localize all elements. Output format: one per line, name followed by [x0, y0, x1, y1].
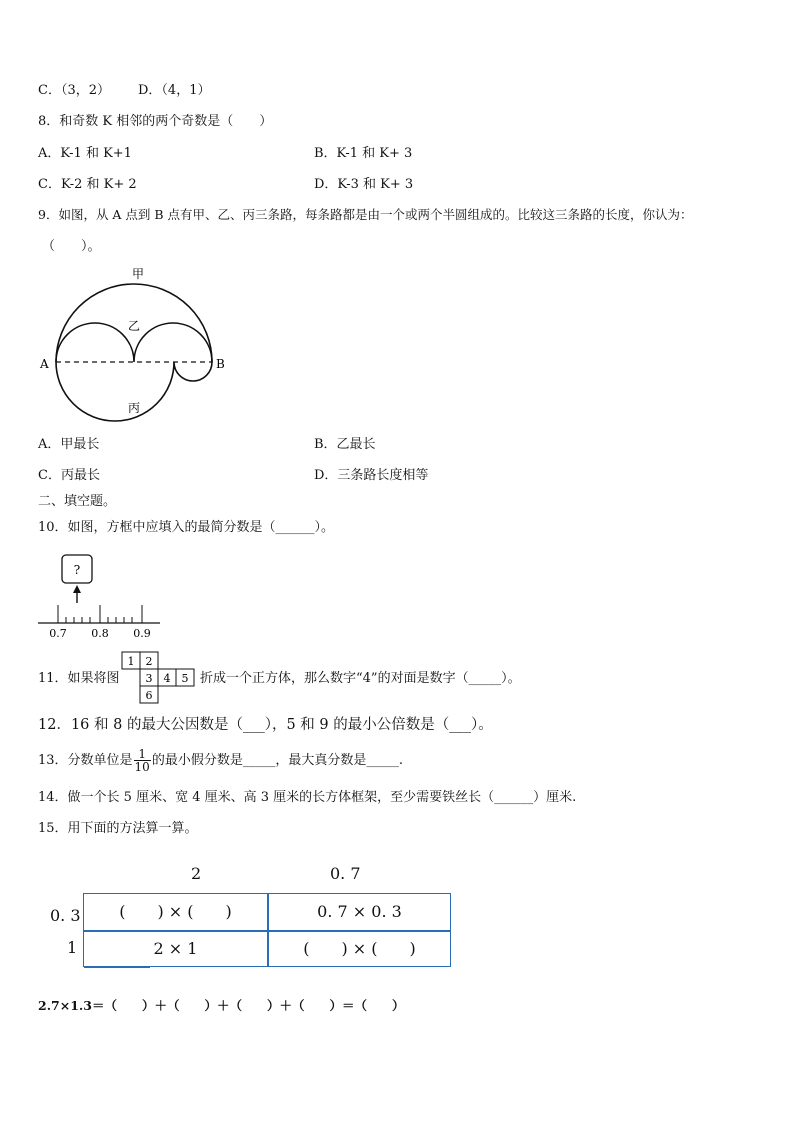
net-face-3: 3: [145, 672, 153, 685]
net-face-4: 4: [163, 672, 171, 685]
q8-option-b[interactable]: B．K-1 和 K+ 3: [314, 146, 413, 161]
tick-label-0-8: 0.8: [91, 627, 109, 640]
label-bing: 丙: [128, 401, 141, 415]
q10-stem: 10．如图，方框中应填入的最简分数是（______）。: [38, 520, 335, 535]
label-yi: 乙: [128, 319, 141, 333]
q14-stem: 14．做一个长 5 厘米、宽 4 厘米、高 3 厘米的长方体框架，至少需要铁丝长（______）厘米.: [38, 790, 577, 805]
q9-stem-blank: （ ）。: [42, 239, 101, 254]
question-mark: ?: [73, 563, 81, 577]
q7-option-c[interactable]: C．（3，2）: [38, 83, 110, 98]
label-jia: 甲: [132, 267, 145, 281]
cell-0-7x0-3: 0. 7 × 0. 3: [317, 902, 402, 921]
col-head-2: 2: [191, 864, 202, 883]
fraction-one-tenth: [134, 748, 151, 773]
q15-equation[interactable]: 2.7×1.3＝（ ）＋（ ）＋（ ）＋（ ）＝（ ）: [38, 998, 405, 1013]
net-face-2: 2: [145, 655, 153, 668]
q12-stem: 12．16 和 8 的最大公因数是（___），5 和 9 的最小公倍数是（___）。: [38, 717, 493, 733]
q8-option-a[interactable]: A．K-1 和 K+1: [38, 146, 132, 161]
arrow-up-icon: [73, 585, 81, 593]
q9-stem: 9．如图，从 A 点到 B 点有甲、乙、丙三条路，每条路都是由一个或两个半圆组成的。比较这三条路的长度，你认为：: [38, 207, 693, 222]
q8-option-d[interactable]: D．K-3 和 K+ 3: [314, 177, 414, 192]
q9-option-a[interactable]: A．甲最长: [38, 437, 100, 452]
fraction-numerator: 1: [134, 748, 151, 761]
q11-stem-pre: 11．如果将图: [38, 671, 120, 686]
tick-label-0-9: 0.9: [133, 627, 151, 640]
q8-option-c[interactable]: C．K-2 和 K+ 2: [38, 177, 137, 192]
fraction-denominator: 10: [134, 760, 150, 774]
q7-option-d[interactable]: D．（4，1）: [138, 83, 211, 98]
q13-stem-pre: 13．分数单位是: [38, 753, 133, 768]
label-b: B: [216, 357, 225, 371]
net-face-6: 6: [145, 689, 153, 702]
q9-option-b[interactable]: B．乙最长: [314, 437, 376, 452]
cell-2x1: 2 × 1: [153, 939, 198, 958]
number-line-ticks: [58, 605, 142, 623]
cell-0-7x1[interactable]: ( ) × ( ): [303, 939, 416, 958]
label-a: A: [40, 357, 49, 371]
cube-net-figure: [120, 650, 200, 706]
q8-stem: 8．和奇数 K 相邻的两个奇数是（ ）: [38, 114, 273, 129]
q13-stem: [38, 746, 403, 776]
cell-2x0-3[interactable]: ( ) × ( ): [119, 902, 232, 921]
col-head-0-7: 0. 7: [330, 864, 361, 883]
tick-label-0-7: 0.7: [49, 627, 67, 640]
net-face-5: 5: [181, 672, 189, 685]
section-heading-fill-in: 二、填空题。: [38, 494, 117, 509]
row-head-0-3: 0. 3: [50, 906, 81, 925]
q9-option-c[interactable]: C．丙最长: [38, 468, 100, 483]
q9-option-d[interactable]: D．三条路长度相等: [314, 468, 429, 483]
q15-stem: 15．用下面的方法算一算。: [38, 821, 198, 836]
row-head-1: 1: [67, 938, 78, 957]
net-face-1: 1: [127, 655, 135, 668]
area-model-table: [83, 893, 451, 967]
number-line-figure: [36, 553, 166, 643]
three-paths-figure: [36, 262, 236, 432]
q13-stem-post: 的最小假分数是_____，最大真分数是_____.: [151, 753, 403, 768]
q11-stem-post: 折成一个正方体，那么数字“4”的对面是数字（_____）。: [200, 671, 521, 686]
